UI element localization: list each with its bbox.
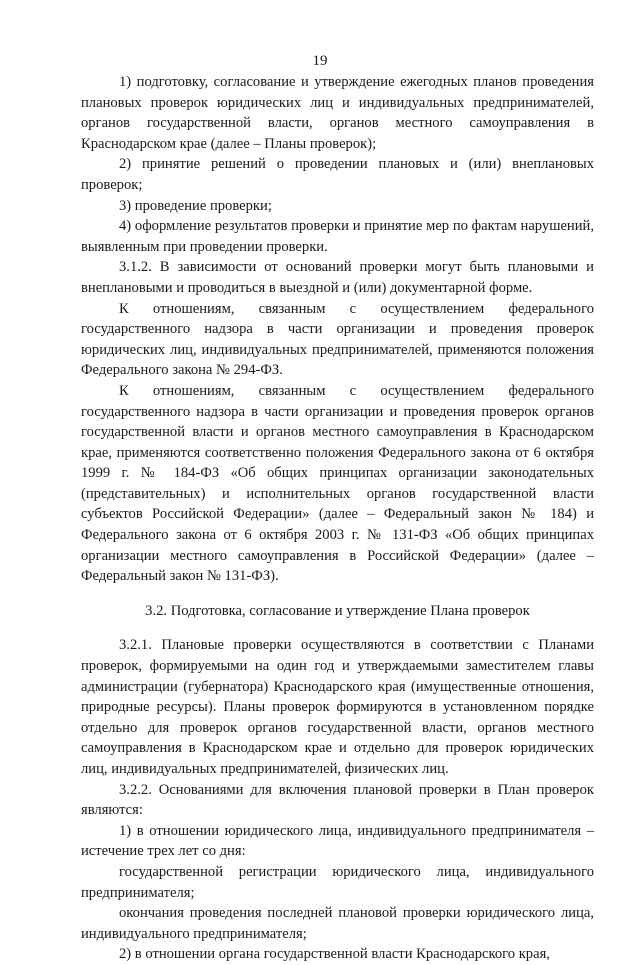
paragraph-basis-2: 2) в отношении органа государственной власти Краснодарского края, — [119, 946, 550, 963]
paragraph-item-1: 1) подготовку, согласование и утверждение ежегодных планов проведения плановых проверок юридических лиц и индивидуальных предпринимателей, органов государственной власти, органов местного самоуправления в Краснодарском крае (далее – Планы проверок); — [81, 74, 594, 152]
paragraph-3-2-2: 3.2.2. Основаниями для включения плановой проверки в План проверок являются: — [81, 781, 594, 819]
paragraph-federal-law-294: К отношениям, связанным с осуществлением федерального государственного надзора в части организации и проведения проверок юридических лиц, индивидуальных предпринимателей, применяются положения Федерального закона № 294-ФЗ. — [81, 300, 594, 379]
paragraph-3-2-1: 3.2.1. Плановые проверки осуществляются в соответствии с Планами проверок, формируемыми на один год и утверждаемыми заместителем главы администрации (губернатора) Краснодарского края (имущественные отношения, природные ресурсы). Планы проверок формируются в установленном порядке отдельно для проверок органов государственной власти, органов местного самоуправления в Краснодарском крае и отдельно для проверок юридических лиц, индивидуальных предпринимателей, физических лиц. — [81, 637, 594, 777]
paragraph-federal-laws-184-131: К отношениям, связанным с осуществлением федерального государственного надзора в части организации и проведения проверок органов государственной власти и органов местного самоуправления в Краснодарском крае, применяются соответственно положения Федерального закона от 6 октября 1999 г. № 184-ФЗ «Об общих принципах организации законодательных (представительных) и исполнительных органов государственной власти субъектов Российской Федерации» (далее – Федеральный закон № 184) и Федерального закона от 6 октября 2003 г. № 131-ФЗ «Об общих принципах организации местного самоуправления в Российской Федерации» (далее – Федеральный закон № 131-ФЗ). — [81, 382, 594, 585]
paragraph-item-3: 3) проведение проверки; — [119, 197, 272, 214]
paragraph-3-1-2: 3.1.2. В зависимости от оснований проверки могут быть плановыми и внеплановыми и проводиться в выездной и (или) документарной форме. — [81, 259, 594, 296]
section-heading: 3.2. Подготовка, согласование и утверждение Плана проверок — [145, 602, 530, 619]
paragraph-item-4: 4) оформление результатов проверки и принятие мер по фактам нарушений, выявленным при проведении проверки. — [81, 218, 594, 255]
paragraph-basis-1: 1) в отношении юридического лица, индивидуального предпринимателя – истечение трех лет со дня: — [81, 822, 594, 860]
paragraph-state-registration: государственной регистрации юридического лица, индивидуального предпринимателя; — [81, 863, 594, 901]
document-body — [81, 72, 594, 965]
paragraph-item-2: 2) принятие решений о проведении плановых и (или) внеплановых проверок; — [81, 156, 594, 193]
paragraph-last-inspection: окончания проведения последней плановой проверки юридического лица, индивидуального предпринимателя; — [81, 905, 594, 942]
page-number: 19 — [312, 53, 328, 69]
